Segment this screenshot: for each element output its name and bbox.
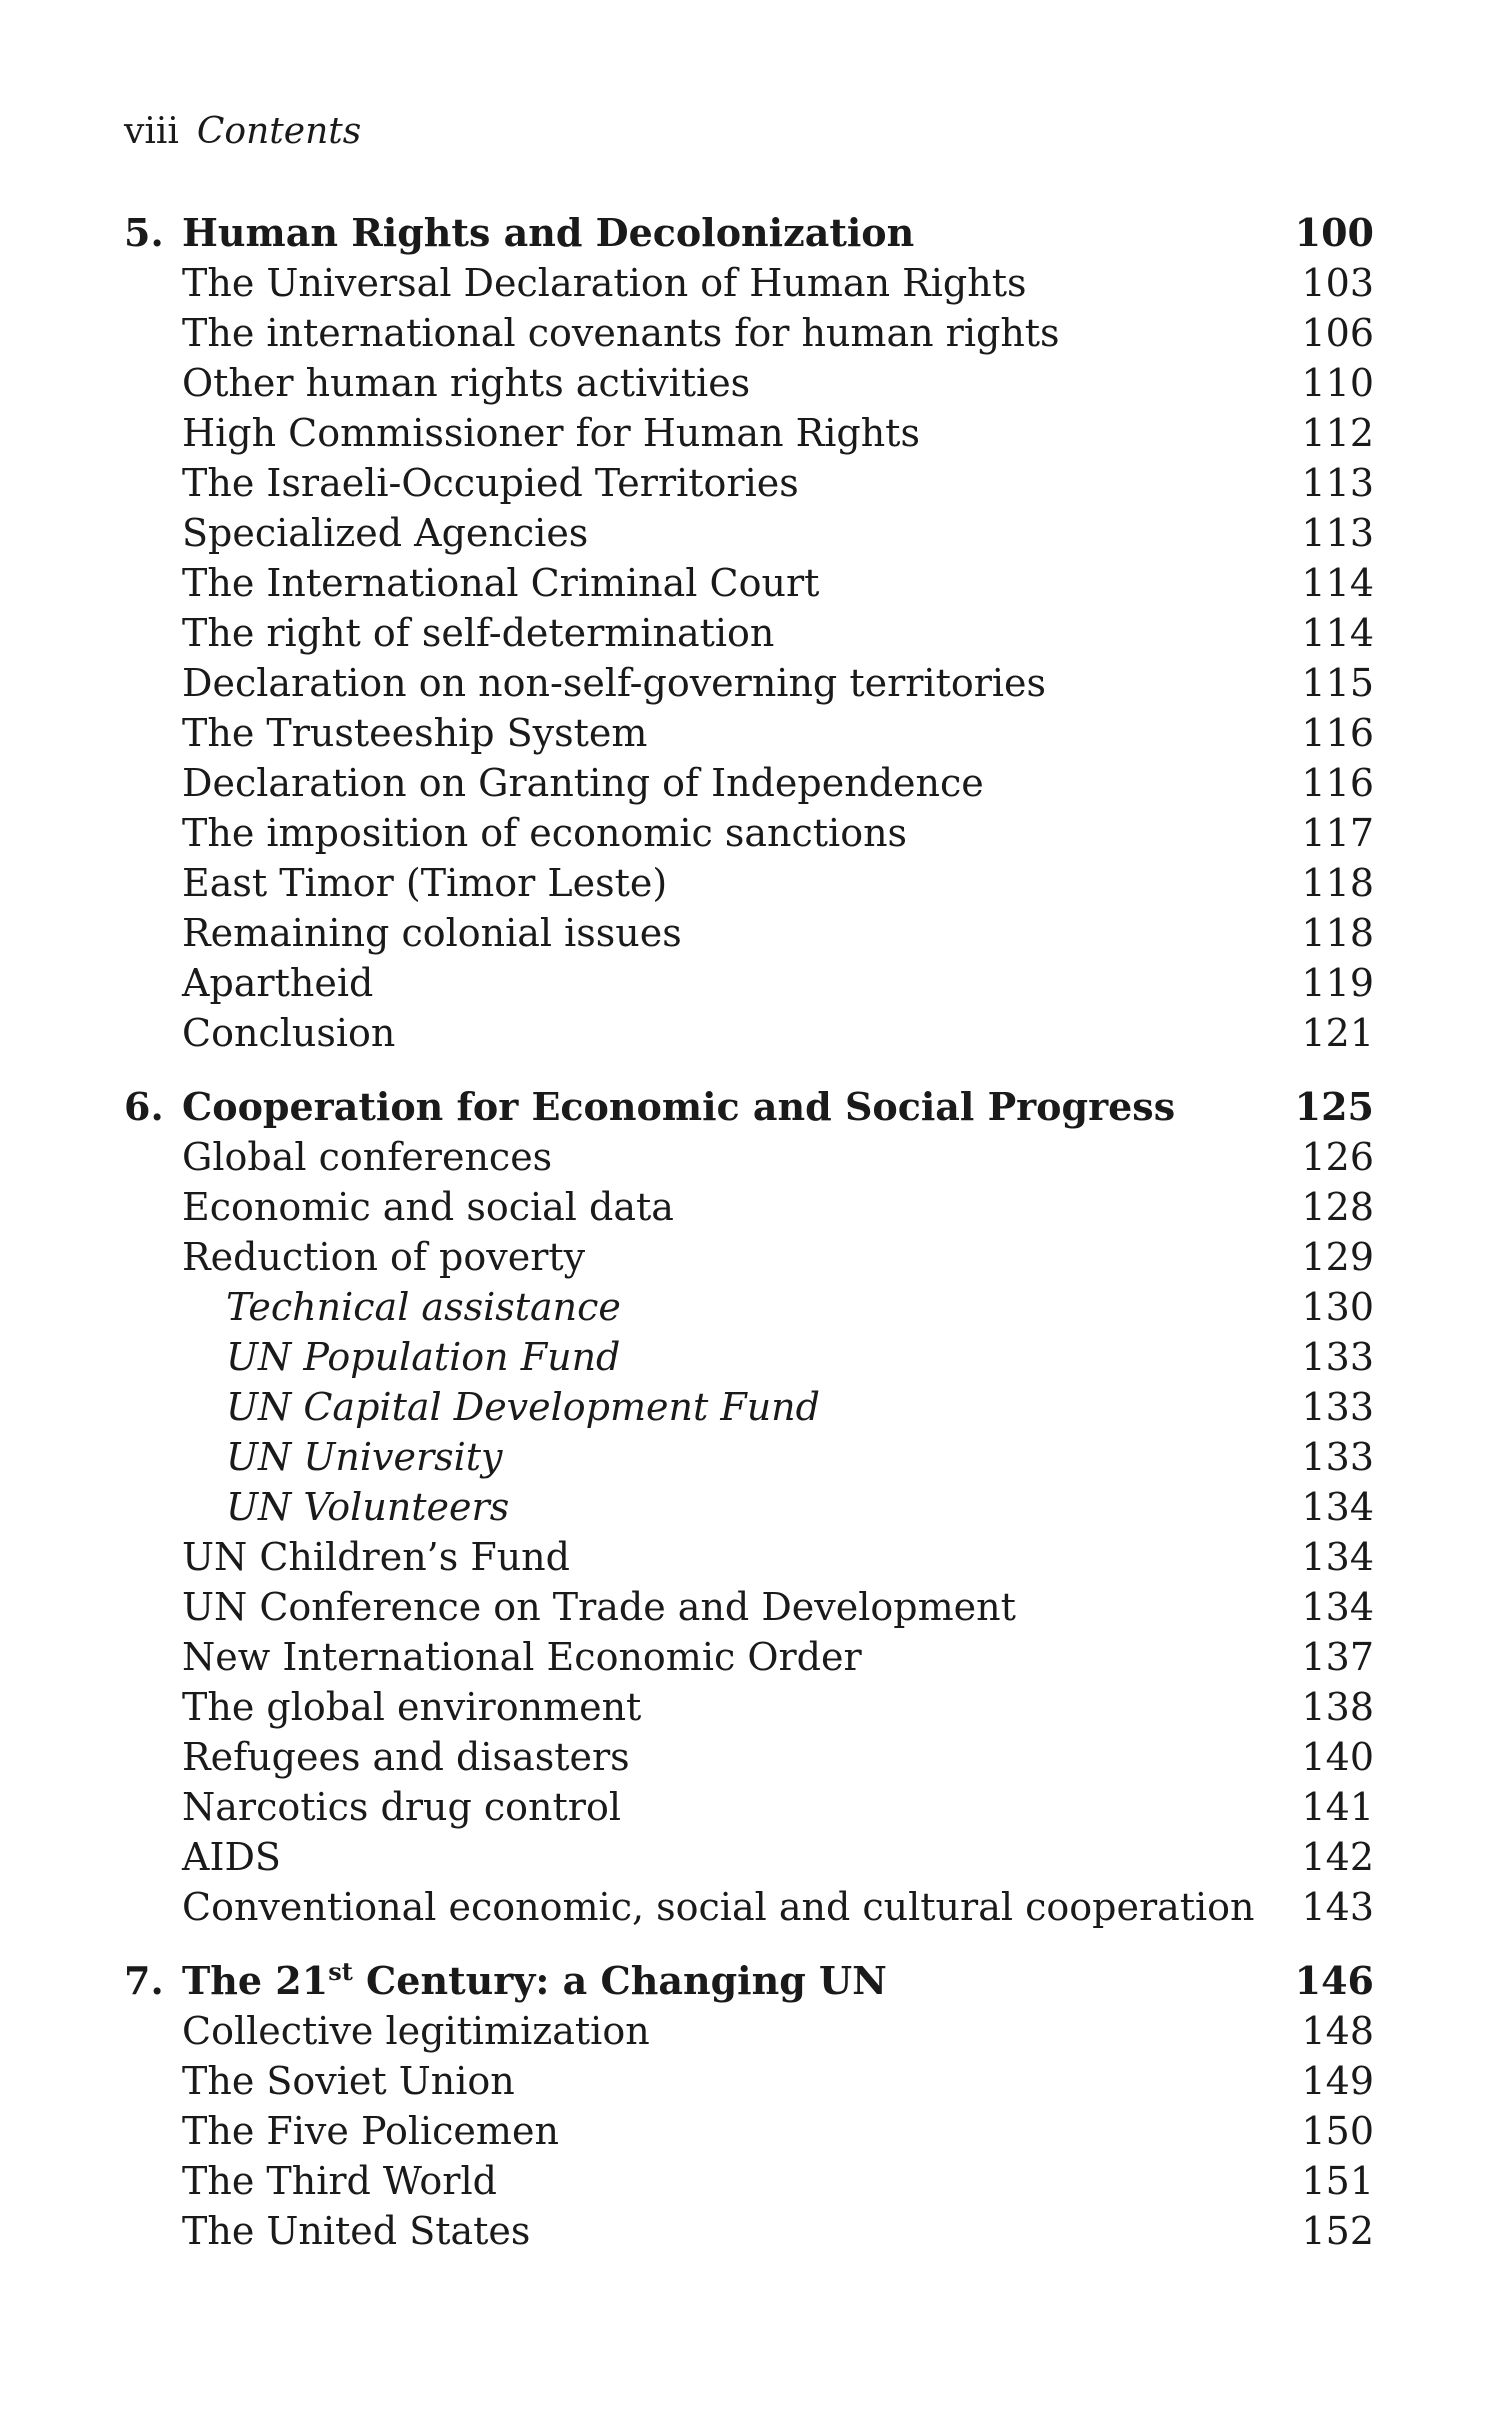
entry-label: UN Capital Development Fund: [226, 1385, 820, 1429]
chapter-title: Human Rights and Decolonization: [182, 210, 915, 255]
entry-label: High Commissioner for Human Rights: [182, 411, 920, 455]
entry-label: UN Conference on Trade and Development: [182, 1585, 1016, 1629]
entry-label: The Soviet Union: [182, 2059, 515, 2103]
toc-entry[interactable]: [124, 908, 1374, 958]
toc-subentry[interactable]: [124, 1482, 1374, 1532]
page-number: 151: [1301, 2159, 1374, 2203]
entry-label: The Israeli-Occupied Territories: [182, 461, 799, 505]
page-folio: viii: [124, 111, 179, 152]
page-number: 134: [1301, 1485, 1374, 1529]
page-number: 150: [1301, 2109, 1374, 2153]
page-number: 138: [1301, 1685, 1374, 1729]
ordinal-suffix: st: [328, 1957, 353, 1986]
page-number: 134: [1301, 1535, 1374, 1579]
page-number: 148: [1301, 2009, 1374, 2053]
page-number: 113: [1301, 511, 1374, 555]
page-number: 141: [1301, 1785, 1374, 1829]
entry-label: UN University: [226, 1435, 503, 1479]
page-number: 106: [1301, 311, 1374, 355]
page-number: 143: [1301, 1885, 1374, 1929]
entry-label: Global conferences: [182, 1135, 553, 1179]
page-number: 134: [1301, 1585, 1374, 1629]
entry-label: Economic and social data: [182, 1185, 674, 1229]
chapter-heading[interactable]: [124, 1082, 1374, 1132]
page-number: 117: [1301, 811, 1374, 855]
page-number: 121: [1301, 1011, 1374, 1055]
entry-label: New International Economic Order: [182, 1635, 862, 1679]
entry-label: Narcotics drug control: [182, 1785, 621, 1829]
page-number: 116: [1301, 761, 1374, 805]
toc-entry[interactable]: [124, 1132, 1374, 1182]
page-number: 115: [1301, 661, 1374, 705]
running-head: [124, 108, 361, 156]
page-number: 103: [1301, 261, 1374, 305]
page-number: 110: [1301, 361, 1374, 405]
toc-entry[interactable]: [124, 1008, 1374, 1058]
toc-entry[interactable]: [124, 758, 1374, 808]
toc-subentry[interactable]: [124, 1432, 1374, 1482]
page-number: 128: [1301, 1185, 1374, 1229]
entry-label: The Trusteeship System: [182, 711, 648, 755]
page-number: 140: [1301, 1735, 1374, 1779]
toc-entry[interactable]: [124, 1682, 1374, 1732]
entry-label: Specialized Agencies: [182, 511, 589, 555]
toc-entry[interactable]: [124, 808, 1374, 858]
page-number: 130: [1301, 1285, 1374, 1329]
entry-label: AIDS: [182, 1835, 281, 1879]
entry-label: Remaining colonial issues: [182, 911, 682, 955]
toc-subentry[interactable]: [124, 1382, 1374, 1432]
page-number: 114: [1301, 561, 1374, 605]
page-number: 118: [1301, 861, 1374, 905]
entry-label: The right of self-determination: [182, 611, 775, 655]
toc-entry[interactable]: [124, 608, 1374, 658]
chapter-number: 5.: [124, 210, 164, 255]
toc-entry[interactable]: [124, 708, 1374, 758]
toc-entry[interactable]: [124, 858, 1374, 908]
page-number: 149: [1301, 2059, 1374, 2103]
page-number: 126: [1301, 1135, 1374, 1179]
toc-entry[interactable]: [124, 408, 1374, 458]
toc-entry[interactable]: [124, 1832, 1374, 1882]
entry-label: The Five Policemen: [182, 2109, 559, 2153]
chapter-heading[interactable]: [124, 208, 1374, 258]
toc-entry[interactable]: [124, 658, 1374, 708]
toc-entry[interactable]: [124, 458, 1374, 508]
entry-label: Apartheid: [182, 961, 374, 1005]
toc-entry[interactable]: [124, 958, 1374, 1008]
chapter-number: 7.: [124, 1958, 164, 2003]
entry-label: The United States: [182, 2209, 531, 2253]
entry-label: East Timor (Timor Leste): [182, 861, 668, 905]
toc-entry[interactable]: [124, 1632, 1374, 1682]
page-number: 129: [1301, 1235, 1374, 1279]
toc-entry[interactable]: [124, 508, 1374, 558]
toc-entry[interactable]: [124, 1582, 1374, 1632]
page-number: 116: [1301, 711, 1374, 755]
toc-subentry[interactable]: [124, 1332, 1374, 1382]
page-number: 112: [1301, 411, 1374, 455]
chapter-6: [124, 1082, 1374, 1932]
toc-entry[interactable]: [124, 358, 1374, 408]
page-number: 133: [1301, 1435, 1374, 1479]
entry-label: UN Children’s Fund: [182, 1535, 570, 1579]
toc-entry[interactable]: [124, 1532, 1374, 1582]
chapter-heading[interactable]: [124, 1956, 1374, 2006]
entry-label: Other human rights activities: [182, 361, 751, 405]
toc-subentry[interactable]: [124, 1282, 1374, 1332]
entry-label: UN Population Fund: [226, 1335, 621, 1379]
table-of-contents: [124, 208, 1374, 2280]
page-number: 137: [1301, 1635, 1374, 1679]
chapter-title: Cooperation for Economic and Social Progress: [182, 1084, 1176, 1129]
toc-entry[interactable]: [124, 2206, 1374, 2256]
entry-label: Conventional economic, social and cultural cooperation: [182, 1885, 1255, 1929]
toc-entry[interactable]: [124, 1732, 1374, 1782]
toc-entry[interactable]: [124, 2156, 1374, 2206]
entry-label: The international covenants for human rights: [182, 311, 1060, 355]
toc-entry[interactable]: [124, 258, 1374, 308]
page-number: 118: [1301, 911, 1374, 955]
page-number: 114: [1301, 611, 1374, 655]
page-number: 146: [1294, 1958, 1374, 2003]
entry-label: The International Criminal Court: [182, 561, 820, 605]
chapter-5: [124, 208, 1374, 1058]
entry-label: The Universal Declaration of Human Rights: [182, 261, 1027, 305]
page-number: 133: [1301, 1335, 1374, 1379]
page-number: 142: [1301, 1835, 1374, 1879]
entry-label: UN Volunteers: [226, 1485, 510, 1529]
toc-entry[interactable]: [124, 2106, 1374, 2156]
chapter-7: [124, 1956, 1374, 2256]
page-number: 100: [1294, 210, 1374, 255]
entry-label: Technical assistance: [226, 1285, 621, 1329]
entry-label: Declaration on Granting of Independence: [182, 761, 984, 805]
entry-label: The imposition of economic sanctions: [182, 811, 908, 855]
chapter-title-part: The 21: [182, 1958, 329, 2003]
page-number: 119: [1301, 961, 1374, 1005]
toc-entry[interactable]: [124, 558, 1374, 608]
page-number: 152: [1301, 2209, 1374, 2253]
toc-entry[interactable]: [124, 2056, 1374, 2106]
page-number: 125: [1294, 1084, 1374, 1129]
entry-label: The global environment: [182, 1685, 642, 1729]
page-number: 113: [1301, 461, 1374, 505]
page-number: 133: [1301, 1385, 1374, 1429]
toc-entry[interactable]: [124, 308, 1374, 358]
chapter-title: [182, 1956, 887, 2006]
entry-label: Conclusion: [182, 1011, 396, 1055]
toc-entry[interactable]: [124, 1182, 1374, 1232]
toc-entry[interactable]: [124, 1882, 1374, 1932]
toc-entry[interactable]: [124, 1782, 1374, 1832]
entry-label: Declaration on non-self-governing territories: [182, 661, 1047, 705]
toc-entry[interactable]: [124, 2006, 1374, 2056]
chapter-number: 6.: [124, 1084, 164, 1129]
entry-label: Collective legitimization: [182, 2009, 650, 2053]
running-head-title: Contents: [196, 111, 362, 152]
chapter-title-part: Century: a Changing UN: [352, 1958, 887, 2003]
entry-label: Refugees and disasters: [182, 1735, 630, 1779]
toc-entry[interactable]: [124, 1232, 1374, 1282]
entry-label: The Third World: [182, 2159, 497, 2203]
entry-label: Reduction of poverty: [182, 1235, 586, 1279]
